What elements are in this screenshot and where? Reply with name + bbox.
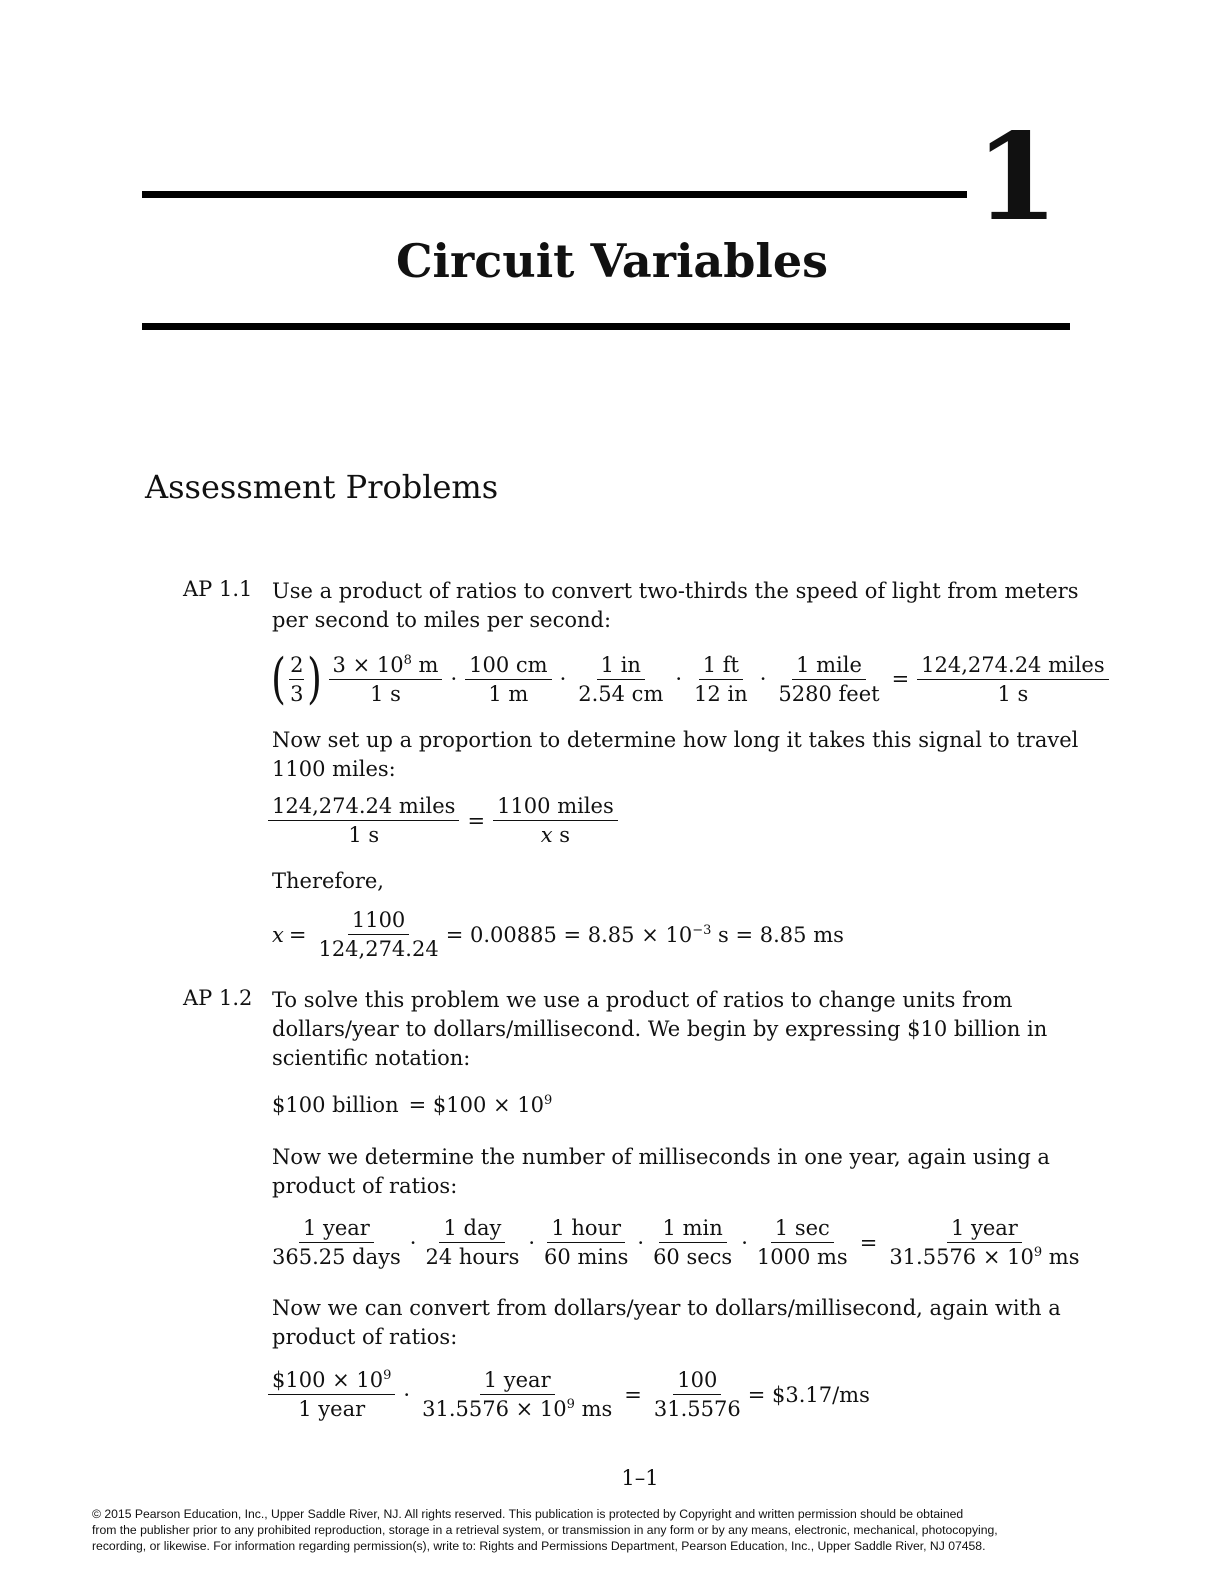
- right-paren: ): [307, 647, 323, 710]
- ap12-equation-2: $\frac{\text{1 year}}{\text{365.25 days}}$ · $\frac{\text{1 day}}{\text{24 hours}}$ · $\frac{\text{1 hour}}{60 \min s}$ · $\frac{1 \min}{60 \sec s}$ · $\frac{1 \sec}{1000 ms}$ = $\frac{\text{1 year}}{31.5576 \times 10^9 ms}$: [268, 1216, 1086, 1269]
- ap12-intro-line-1: To solve this problem we use a product of ratios to change units from: [272, 988, 1013, 1012]
- ap12-intro: [272, 986, 1047, 1073]
- fraction-sec-per-ms: $\frac{1 \sec}{1000 ms}$: [756, 1216, 848, 1269]
- ap12-equation-1: $100 billion = $100 × $10^9$: [272, 1093, 553, 1117]
- fraction-1100-miles-per-x: $\frac{\text{1100 miles}}{\text{x s}}$: [493, 794, 618, 847]
- fraction-dollars-per-year: $\frac{\$100 \times 10^9}{\text{1 year}}$: [268, 1368, 395, 1421]
- ap12-text-3: [272, 1294, 1061, 1352]
- ap11-text-2-line-1: Now set up a proportion to determine how long it takes this signal to travel: [272, 728, 1079, 752]
- ap12-equation-3: $\frac{\$100 \times 10^9}{\text{1 year}}$ · $\frac{\text{1 year}}{31.5576 \times 10^9 ms}$ = $\frac{100}{31.5576}$ = $3.17/ms: [268, 1368, 870, 1421]
- copyright-line-2: from the publisher prior to any prohibited reproduction, storage in a retrieval system, or transmission in any form or by any means, electronic, mechanical, photocopying,: [92, 1522, 998, 1537]
- fraction-mile-per-feet: $\frac{\text{1 mile}}{\text{5280 feet}}$: [778, 652, 880, 706]
- section-heading: Assessment Problems: [145, 468, 499, 506]
- ap11-equation-2: $\frac{\text{124,274.24 miles}}{1 s}$ = $\frac{\text{1100 miles}}{\text{x s}}$: [268, 794, 621, 847]
- fraction-year-per-ms: $\frac{\text{1 year}}{31.5576 \times 10^9 ms}$: [889, 1216, 1080, 1269]
- chapter-number: 1: [975, 107, 1059, 248]
- fraction-two-thirds: $\frac{2}{3}$: [290, 652, 304, 706]
- page-number: 1–1: [621, 1466, 659, 1490]
- ap11-equation-3: x = $\frac{1100}{124,274.24}$ = $0.00885 = 8.85 \times 10^{-3}$ s = 8.85 ms: [272, 908, 844, 961]
- problem-label-ap12: AP 1.2: [183, 986, 253, 1010]
- ap12-text-3-line-1: Now we can convert from dollars/year to dollars/millisecond, again with a: [272, 1296, 1061, 1320]
- result-dollars-per-ms: = $3.17/ms: [747, 1382, 870, 1407]
- fraction-day-per-hours: $\frac{\text{1 day}}{\text{24 hours}}$: [425, 1216, 520, 1269]
- ap12-intro-line-3: scientific notation:: [272, 1046, 471, 1070]
- ap12-text-3-line-2: product of ratios:: [272, 1325, 458, 1349]
- fraction-speed-of-light: $\frac{3 \times 10^8 m}{1 s}$: [329, 653, 443, 706]
- fraction-100-over-31: $\frac{100}{31.5576}$: [653, 1368, 741, 1421]
- copyright-line-3: recording, or likewise. For information regarding permission(s), write to: Rights and Permissions Department, Pearson Education, Inc., Upper Saddle River, NJ 07458.: [92, 1538, 986, 1553]
- ap11-equation-1: ( $\frac{2}{3}$ ) $\frac{3 \times 10^8 m}{1 s}$ · $\frac{100 cm}{1 m}$ · $\frac{1 in}{2.54 cm}$ · $\frac{1 ft}{12 in}$ · $\frac{\text{1 mile}}{\text{5280 feet}}$ = $\frac{\text{124,274.24 miles}}{1 s}$: [268, 652, 1112, 706]
- fraction-miles-per-second: $\frac{\text{124,274.24 miles}}{1 s}$: [268, 794, 459, 847]
- copyright-footer: [92, 1507, 998, 1554]
- fraction-year-per-ms-2: $\frac{\text{1 year}}{31.5576 \times 10^9 ms}$: [422, 1368, 613, 1421]
- fraction-cm-per-m: $\frac{100 cm}{1 m}$: [465, 653, 551, 706]
- ap12-intro-line-2: dollars/year to dollars/millisecond. We begin by expressing $10 billion in: [272, 1017, 1048, 1041]
- fraction-1100-over-speed: $\frac{1100}{124,274.24}$: [318, 908, 439, 961]
- fraction-min-per-secs: $\frac{1 \min}{60 \sec s}$: [653, 1216, 733, 1269]
- fraction-result-miles-per-second: $\frac{\text{124,274.24 miles}}{1 s}$: [917, 653, 1108, 706]
- left-paren: (: [271, 647, 286, 710]
- problem-label-ap11: AP 1.1: [183, 577, 253, 601]
- ap12-text-2: [272, 1143, 1050, 1201]
- fraction-ft-per-in: $\frac{1 ft}{12 in}$: [694, 652, 748, 706]
- fraction-in-per-cm: $\frac{1 in}{2.54 cm}$: [578, 652, 664, 706]
- ap12-text-2-line-1: Now we determine the number of milliseconds in one year, again using a: [272, 1145, 1050, 1169]
- ap12-text-2-line-2: product of ratios:: [272, 1174, 458, 1198]
- ap11-text-3: Therefore,: [272, 869, 384, 893]
- chapter-title: Circuit Variables: [395, 234, 829, 288]
- ap11-intro-line-2: per second to miles per second:: [272, 608, 612, 632]
- bottom-rule: [142, 323, 1070, 330]
- ap11-text-2: [272, 726, 1078, 784]
- variable-x: x: [272, 922, 284, 947]
- top-rule: [142, 191, 967, 198]
- fraction-hour-per-mins: $\frac{\text{1 hour}}{60 \min s}$: [544, 1216, 629, 1269]
- ap11-text-2-line-2: 1100 miles:: [272, 757, 396, 781]
- ap11-intro: [272, 577, 1078, 635]
- fraction-year-per-days: $\frac{\text{1 year}}{\text{365.25 days}}$: [272, 1216, 401, 1269]
- copyright-line-1: © 2015 Pearson Education, Inc., Upper Saddle River, NJ. All rights reserved. This publication is protected by Copyright and written permission should be obtained: [92, 1507, 964, 1521]
- ap11-intro-line-1: Use a product of ratios to convert two-thirds the speed of light from meters: [272, 579, 1079, 603]
